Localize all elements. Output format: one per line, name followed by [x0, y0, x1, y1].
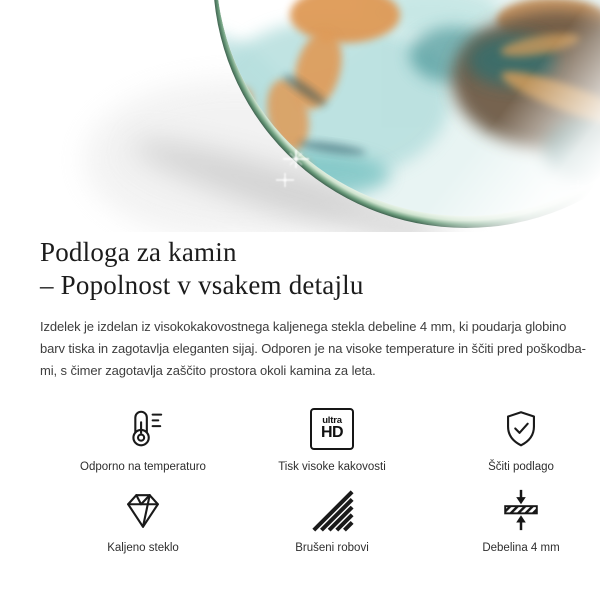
feature-polished-edges — [218, 487, 446, 554]
feature-label: Kaljeno steklo — [107, 542, 179, 554]
feature-label: Tisk visoke kakovosti — [278, 461, 386, 473]
page-title-line1: Podloga za kamin — [40, 237, 237, 267]
page-title — [40, 236, 560, 302]
shield-check-icon — [498, 406, 544, 452]
feature-grid — [68, 406, 560, 554]
description-line: mi, s čimer zagotavlja zaščito prostora okoli kamina za leta. — [40, 363, 376, 378]
description-line: barv tiska in zagotavlja eleganten sijaj. Odporen je na visoke temperature in ščiti pred poškodba- — [40, 341, 586, 356]
ultra-hd-badge-main: HD — [320, 424, 344, 442]
page-title-line2: – Popolnost v vsakem detajlu — [40, 270, 364, 300]
description-line: Izdelek je izdelan iz visokokakovostnega kaljenega stekla debeline 4 mm, ki poudarja globino — [40, 319, 567, 334]
thickness-icon — [498, 487, 544, 533]
feature-print-quality — [218, 406, 446, 473]
feature-protection — [446, 406, 596, 473]
white-fade-overlay — [0, 0, 600, 232]
feature-tempered-glass — [68, 487, 218, 554]
hero-product-image — [0, 0, 600, 232]
ultra-hd-badge-top: ultra — [322, 414, 342, 426]
ultra-hd-icon — [310, 406, 354, 452]
thermometer-icon — [120, 406, 166, 452]
product-description — [40, 316, 586, 382]
diamond-icon — [120, 487, 166, 533]
feature-label: Odporno na temperaturo — [80, 461, 206, 473]
product-description-section — [0, 236, 600, 554]
feature-temperature — [68, 406, 218, 473]
feature-label: Debelina 4 mm — [482, 542, 560, 554]
hero-section — [0, 0, 600, 232]
feature-thickness — [446, 487, 596, 554]
polished-edges-icon — [309, 487, 355, 533]
feature-label: Ščiti podlago — [488, 461, 554, 473]
feature-label: Brušeni robovi — [295, 542, 369, 554]
